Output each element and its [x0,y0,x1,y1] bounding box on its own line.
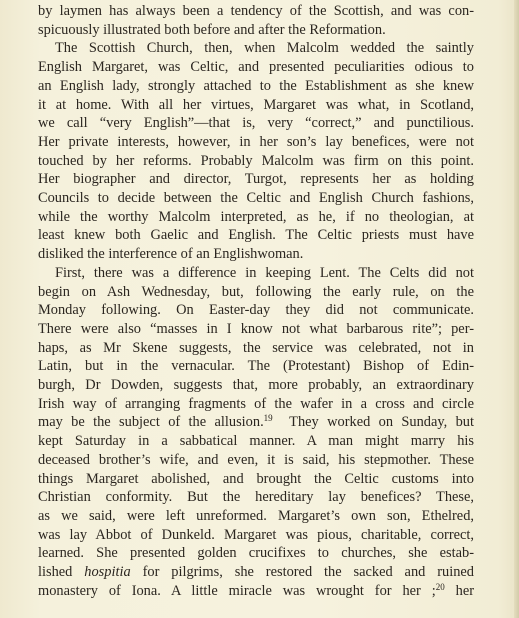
text-line: was lay Abbot of Dunkeld. Margaret was pious, charitable, correct, [38,526,474,543]
text-line: begin on Ash Wednesday, but, following the early rule, on the [38,283,474,300]
text-segment: They worked on Sunday, but [289,414,475,431]
text-line-with-italic [38,563,474,582]
text-line: it at home. With all her virtues, Margaret was what, in Scotland, [38,96,474,113]
text-line: burgh, Dr Dowden, suggests that, more probably, an extraordinary [38,377,474,394]
text-line: There were also “masses in I know not what barbarous rite”; per- [38,320,474,337]
text-line: Christian conformity. But the hereditary lay benefices? These, [38,489,474,506]
text-line: The Scottish Church, then, when Malcolm wedded the saintly [55,40,474,57]
text-line: deceased brother’s wife, and even, it is said, his stepmother. These [38,451,474,468]
italic-term: hospitia [84,564,131,581]
text-line: we call “very English”—that is, very “correct,” and punctilious. [38,115,474,132]
text-line: least knew both Gaelic and English. The Celtic priests must have [38,227,474,244]
text-line-with-footnote [38,413,474,432]
footnote-ref: 19 [263,413,273,424]
text-line: disliked the interference of an Englishwoman. [38,246,304,263]
text-line: touched by her reforms. Probably Malcolm was firm on this point. [38,152,474,169]
text-line: kept Saturday in a sabbatical manner. A man might marry his [38,433,474,450]
text-segment: lished [38,564,73,581]
text-line: by laymen has always been a tendency of the Scottish, and was con- [38,3,474,19]
page-edge [514,0,519,618]
text-segment: monastery of Iona. A little miracle was wrought for her ; [38,582,436,599]
text-line: spicuously illustrated both before and after the Reformation. [38,21,386,38]
text-line: English Margaret, was Celtic, and presented peculiarities odious to [38,59,474,76]
text-line: Councils to decide between the Celtic and English Church fashions, [38,190,474,207]
text-line: Her biographer and director, Turgot, represents her as holding [38,171,474,188]
text-line: Monday following. On Easter-day they did not communicate. [38,302,474,319]
footnote-ref: 20 [435,581,445,592]
text-segment: for pilgrims, she restored the sacked and ruined [142,564,474,581]
text-line: Irish way of arranging fragments of the wafer in a cross and circle [38,395,474,412]
text-line: First, there was a difference in keeping Lent. The Celts did not [55,264,474,281]
text-line: haps, as Mr Skene suggests, the service was celebrated, not in [38,339,474,356]
text-line: as we said, were left unreformed. Margaret’s own son, Ethelred, [38,507,474,524]
text-line: while the worthy Malcolm interpreted, as he, if no theologian, at [38,208,474,225]
text-line: learned. She presented golden crucifixes to churches, she estab- [38,545,474,562]
text-segment: her [455,582,474,599]
text-line: an English lady, strongly attached to the Establishment as she knew [38,77,474,94]
text-line: things Margaret abolished, and brought the Celtic customs into [38,470,474,487]
text-line: Latin, but in the vernacular. The (Protestant) Bishop of Edin- [38,358,474,375]
text-line-with-footnote [38,582,474,601]
body-text [38,2,474,601]
text-line: Her private interests, however, in her son’s lay benefices, were not [38,133,474,150]
text-segment: may be the subject of the allusion. [38,414,264,431]
